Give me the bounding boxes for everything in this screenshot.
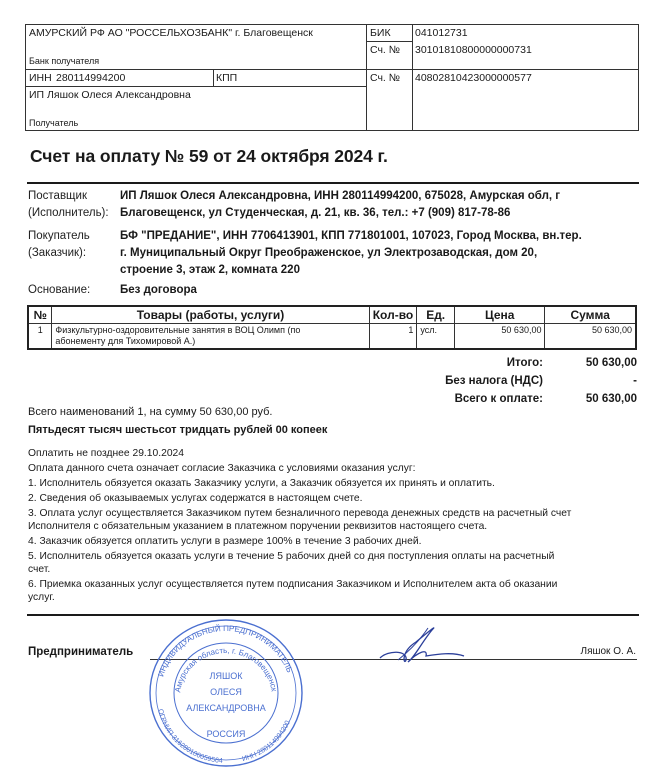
account-label: Сч. № — [370, 72, 401, 84]
company-stamp-icon — [147, 617, 305, 769]
row-sum: 50 630,00 — [545, 324, 636, 350]
recipient-name: ИП Ляшок Олеся Александровна — [29, 89, 191, 101]
term-item: 5. Исполнитель обязуется оказать услуги в течение 5 рабочих дней со дня поступления оплаты на расчетный — [28, 551, 555, 562]
buyer-label-sub: (Заказчик): — [28, 247, 87, 259]
buyer-line-2: г. Муниципальный Округ Преображенское, ул Электрозаводская, дом 20, — [120, 247, 538, 259]
table-header-row — [28, 306, 636, 324]
amount-in-words: Пятьдесят тысяч шестьсот тридцать рублей 00 копеек — [28, 424, 328, 436]
stamp-outer-text: ИНДИВИДУАЛЬНЫЙ ПРЕДПРИНИМАТЕЛЬ — [156, 623, 295, 678]
term-item: 3. Оплата услуг осуществляется Заказчиком путем безналичного перевода денежных средств на расчетный счет — [28, 508, 572, 519]
grand-total-label: Всего к оплате: — [454, 393, 543, 405]
payment-due: Оплатить не позднее 29.10.2024 — [28, 448, 185, 459]
terms-intro: Оплата данного счета означает согласие Заказчика с условиями оказания услуг: — [28, 463, 416, 474]
supplier-label-sub: (Исполнитель): — [28, 207, 109, 219]
col-name: Товары (работы, услуги) — [52, 306, 369, 324]
title-rule — [27, 182, 639, 184]
corr-account-label: Сч. № — [370, 44, 401, 56]
row-name — [52, 324, 369, 350]
svg-text:ИНН 280114994200 — [241, 720, 291, 763]
inn-value: 280114994200 — [56, 72, 126, 84]
vat-row — [400, 375, 637, 393]
items-table — [27, 305, 637, 350]
bik-label: БИК — [370, 27, 391, 39]
signer-role-label: Предприниматель — [28, 646, 134, 658]
col-num: № — [28, 306, 52, 324]
total-value: 50 630,00 — [585, 357, 637, 369]
bank-label: Банк получателя — [29, 56, 100, 66]
term-item: Исполнителя с обязательным указанием в платежном поручении реквизитов настоящего счета. — [28, 521, 488, 532]
buyer-label: Покупатель — [28, 230, 90, 242]
row-name-line-1: Физкультурно-оздоровительные занятия в ВОЦ Олимп (по — [55, 325, 301, 335]
col-unit: Ед. — [417, 306, 455, 324]
signer-name: Ляшок О. А. — [580, 646, 636, 657]
basis-value: Без договора — [120, 284, 197, 296]
vat-value: - — [633, 375, 637, 387]
stamp-inner-text: Амурская область, г. Благовещенск — [173, 645, 279, 694]
table-row — [28, 324, 636, 350]
divider — [26, 86, 366, 87]
term-item: 4. Заказчик обязуется оплатить услуги в размере 100% в течение 3 рабочих дней. — [28, 536, 422, 547]
corr-account-value: 30101810800000000731 — [415, 44, 532, 56]
basis-label: Основание: — [28, 284, 91, 296]
supplier-line-1: ИП Ляшок Олеся Александровна, ИНН 280114994200, 675028, Амурская обл, г — [120, 190, 561, 202]
stamp-center-line-2: ОЛЕСЯ — [210, 687, 242, 697]
term-item: 6. Приемка оказанных услуг осуществляется путем подписания Заказчиком и Исполнителем акта об оказании — [28, 579, 558, 590]
divider — [213, 70, 214, 86]
stamp-country: РОССИЯ — [206, 729, 246, 739]
stamp-ogrnip-text: ОГРНИП 316280100059564 — [156, 708, 223, 765]
stamp-center-line-3: АЛЕКСАНДРОВНА — [186, 703, 266, 713]
stamp-center-line-1: ЛЯШОК — [209, 671, 243, 681]
col-sum: Сумма — [545, 306, 636, 324]
terms-block — [28, 446, 638, 605]
invoice-title: Счет на оплату № 59 от 24 октября 2024 г. — [30, 146, 388, 166]
divider — [412, 25, 413, 130]
col-qty: Кол-во — [369, 306, 417, 324]
divider — [366, 41, 412, 42]
row-price: 50 630,00 — [454, 324, 544, 350]
stamp-inn-text: ИНН 280114994200 — [241, 719, 292, 763]
row-num: 1 — [28, 324, 52, 350]
totals-block — [400, 357, 637, 411]
bik-value: 041012731 — [415, 27, 468, 39]
recipient-label: Получатель — [29, 118, 79, 128]
total-row — [400, 357, 637, 375]
buyer-line-1: БФ "ПРЕДАНИЕ", ИНН 7706413901, КПП 771801001, 107023, Город Москва, вн.тер. — [120, 230, 582, 242]
col-price: Цена — [454, 306, 544, 324]
account-value: 40802810423000000577 — [415, 72, 532, 84]
signature-scribble-icon — [378, 622, 468, 667]
kpp-label: КПП — [216, 72, 238, 84]
term-item: счет. — [28, 564, 51, 575]
bank-name: АМУРСКИЙ РФ АО "РОССЕЛЬХОЗБАНК" г. Благовещенск — [29, 27, 313, 39]
divider — [26, 69, 638, 70]
buyer-line-3: строение 3, этаж 2, комната 220 — [120, 264, 300, 276]
vat-label: Без налога (НДС) — [445, 375, 543, 387]
items-count-line: Всего наименований 1, на сумму 50 630,00 руб. — [28, 406, 273, 418]
term-item: 1. Исполнитель обязуется оказать Заказчику услуги, а Заказчик обязуется их принять и оплатить. — [28, 478, 495, 489]
total-label: Итого: — [506, 357, 543, 369]
inn-label: ИНН — [29, 72, 52, 84]
grand-total-value: 50 630,00 — [585, 393, 637, 405]
row-unit: усл. — [417, 324, 455, 350]
bank-details-block — [25, 24, 639, 131]
supplier-line-2: Благовещенск, ул Студенческая, д. 21, кв. 36, тел.: +7 (909) 817-78-86 — [120, 207, 511, 219]
terms-rule — [27, 614, 639, 616]
row-name-line-2: абонементу для Тихомировой А.) — [55, 336, 196, 346]
row-qty: 1 — [369, 324, 417, 350]
term-item: услуг. — [28, 592, 55, 603]
supplier-label: Поставщик — [28, 190, 87, 202]
term-item: 2. Сведения об оказываемых услугах содержатся в настоящем счете. — [28, 493, 363, 504]
